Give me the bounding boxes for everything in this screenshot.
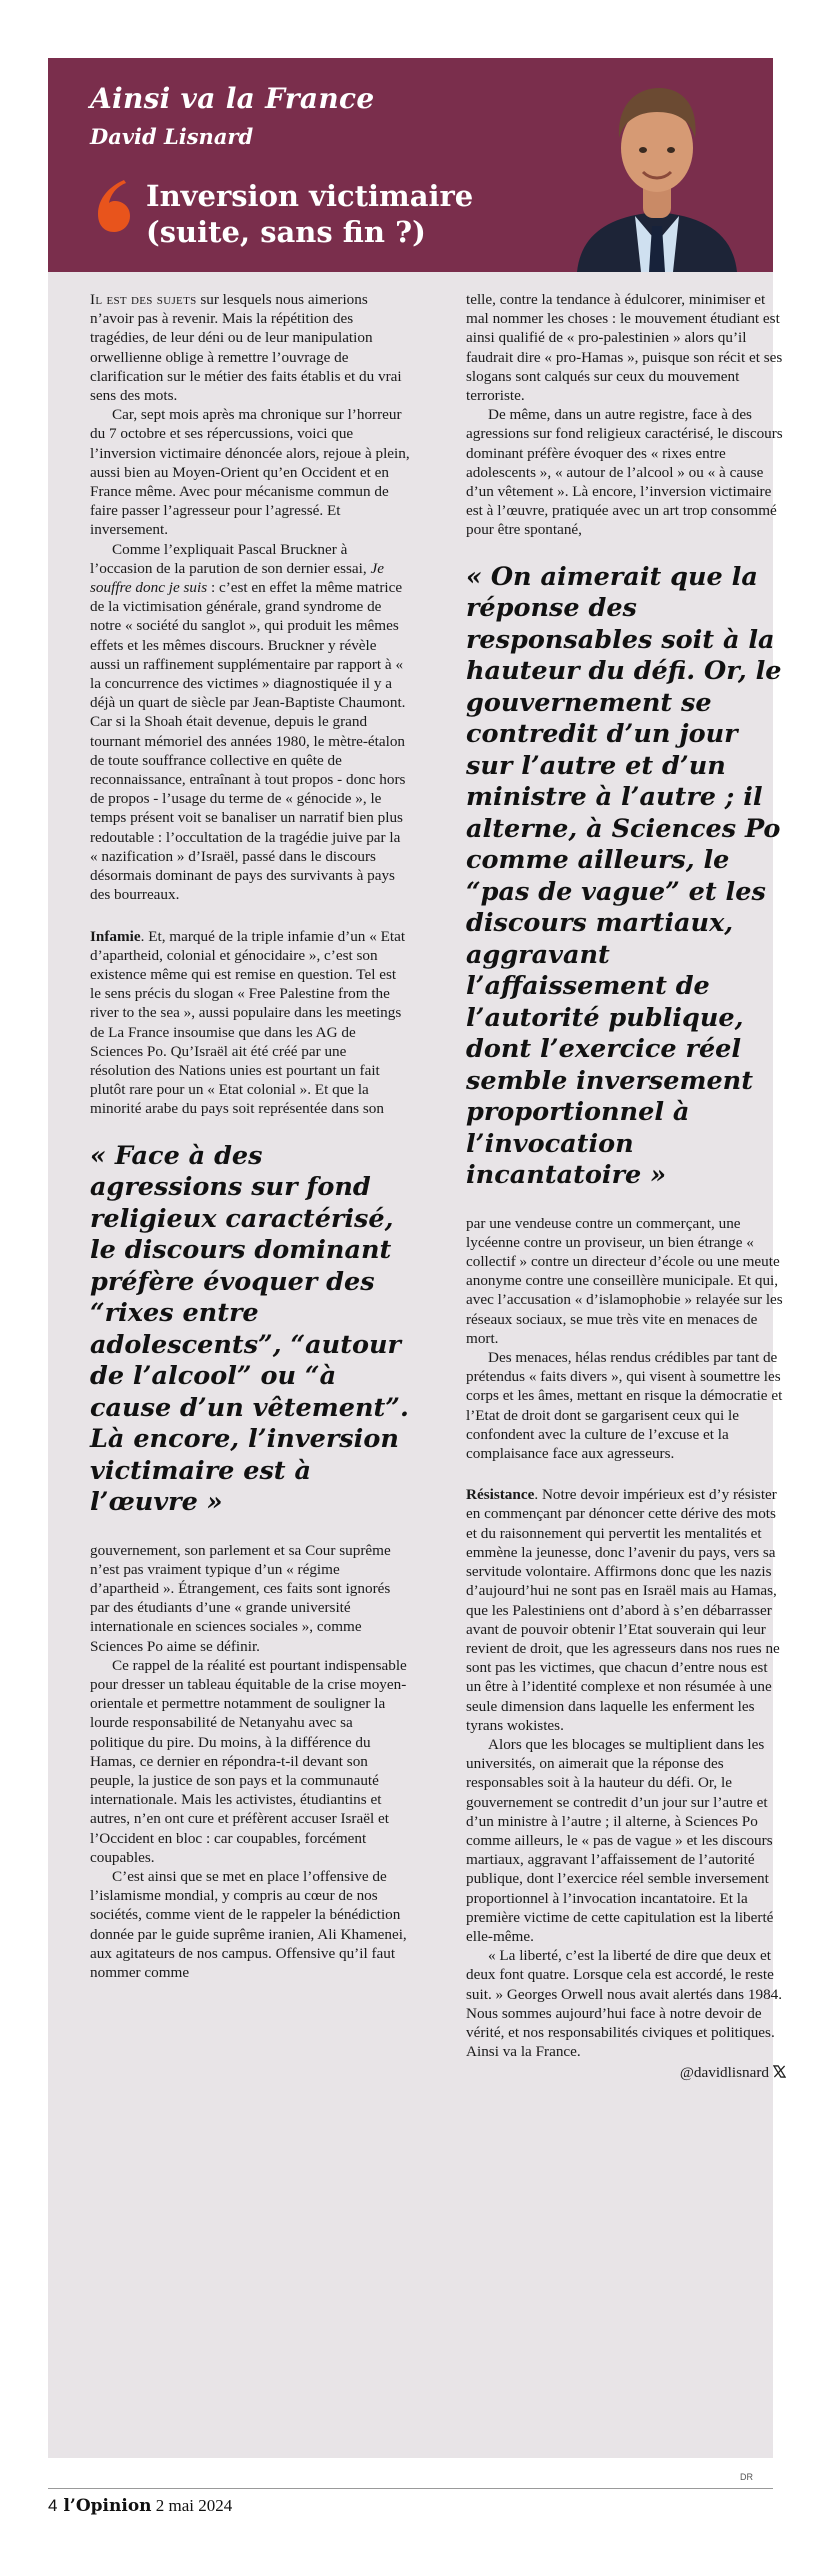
intro-lead-words: Il est des sujets [90, 291, 197, 308]
column-rubric: Ainsi va la France [90, 82, 375, 115]
paragraph: gouvernement, son parlement et sa Cour suprême n’est pas vraiment typique d’un « régime d’apartheid ». Étrangement, ces faits sont ignorés par des étudiants d’une « grande université internationale en sciences sociales », comme Sciences Po aime se définir. [90, 1541, 391, 1655]
pull-quote-left: « Face à des agressions sur fond religieux caractérisé, le discours dominant préfère évoquer des “rixes entre adolescents”, “autour de l’alcool” ou “à cause d’un vêtement”. Là encore, l’inversion victimaire est à l’œuvre » [90, 1140, 409, 1518]
paragraph-intro: Il est des sujets sur lesquels nous aimerions n’avoir pas à revenir. Mais la répétition des tragédies, de leur déni ou de leur manipulation orwellienne oblige à remettre l’ouvrage de clarification sur le métier des faits établis et du vrai sens des mots. [90, 291, 402, 405]
paragraph: Ce rappel de la réalité est pourtant indispensable pour dresser un tableau équitable de la crise moyen-orientale et permettre notamment de souligner la lourde responsabilité de Netanyahu avec sa politique du pire. Du moins, à la différence du Hamas, ce dernier en répondra-t-il devant son peuple, la justice de son pays et la communauté internationale. Mais les activistes, étudiantins et autres, n’en ont cure et préfèrent accuser Israël et l’Occident en bloc : car coupables, forcément coupables. [90, 1656, 407, 1866]
paragraph: par une vendeuse contre un commerçant, une lycéenne contre un proviseur, un bien étrange « collectif » contre un directeur d’école ou une meute anonyme contre une conseillère municipale. Et qui, avec l’accusation « d’islamophobie » relayée sur les réseaux sociaux, se mue très vite en menaces de mort. [466, 1214, 783, 1347]
footer-divider [48, 2488, 773, 2489]
page-number: 4 [48, 2496, 58, 2515]
quote-mark-icon [90, 176, 138, 236]
subhead-resistance: Résistance [466, 1486, 535, 1504]
publication-name: l’Opinion [63, 2496, 152, 2516]
paragraph: Comme l’expliquait Pascal Bruckner à l’occasion de la parution de son dernier essai, Je souffre donc je suis : c’est en effet la même matrice de la victimisation générale, grand syndrome de notre « société du sanglot », qui produit les mêmes effets et les mêmes discours. Bruckner y révèle aussi un raffinement supplémentaire par rapport à « la concurrence des victimes » diagnostiquée il y a déjà un quart de siècle par Jean-Baptiste Chaumont. Car si la Shoah était devenue, depuis le grand tournant mémoriel des années 1980, le mètre-étalon de toute souffrance collective en quête de reconnaissance, entraînant à tout propos - donc hors de propos - l’usage du terme de « génocide », le temps présent voit se banaliser un narratif bien plus redoutable : l’occultation de la tragédie juive par la « nazification » d’Israël, passé dans le discours désormais dominant de pays des survivants à pays des bourreaux. [90, 540, 406, 904]
paragraph: De même, dans un autre registre, face à des agressions sur fond religieux caractérisé, le discours dominant préfère évoquer des « rixes entre adolescents », « autour de l’alcool » ou « à cause d’un vêtement ». Là encore, l’inversion victimaire est à l’œuvre, pratiquée avec un art trop consommé pour être spontané, [466, 406, 783, 539]
author-name: David Lisnard [90, 124, 254, 149]
headline-line-1: Inversion victimaire [146, 179, 474, 213]
paragraph: telle, contre la tendance à édulcorer, minimiser et mal nommer les choses : le mouvement étudiant est ainsi qualifié de « pro-palestinien » alors qu’il faudrait dire « pro-Hamas », puisque son récit et ses slogans sont calqués sur ceux du mouvement terroriste. [466, 291, 783, 405]
twitter-handle-link[interactable]: @davidlisnard [679, 2064, 769, 2082]
left-column [90, 290, 410, 1982]
author-signoff [466, 2063, 786, 2082]
article-headline [146, 178, 473, 250]
book-title: Je souffre donc je suis [90, 559, 384, 597]
page-footer [48, 2496, 232, 2516]
x-logo-icon [773, 2065, 786, 2078]
paragraph: « La liberté, c’est la liberté de dire que deux et deux font quatre. Lorsque cela est accordé, le reste suit. » Georges Orwell nous avait alertés dans 1984. Nous sommes aujourd’hui face à notre devoir de vérité, et nos responsabilités civiques et politiques. Ainsi va la France. [466, 1947, 783, 2061]
issue-date: 2 mai 2024 [155, 2496, 233, 2515]
paragraph: Car, sept mois après ma chronique sur l’horreur du 7 octobre et ses répercussions, voici que l’inversion victimaire dénoncée alors, rejoue à plein, aussi bien au Moyen-Orient qu’en Occident et en France même. Avec pour mécanisme commun de faire passer l’agresseur pour l’agressé. Et inversement. [90, 406, 410, 539]
subhead-infamie: Infamie [90, 927, 141, 945]
headline-line-2: (suite, sans fin ?) [146, 215, 426, 249]
paragraph-section-infamie: Infamie. Et, marqué de la triple infamie d’un « Etat d’apartheid, colonial et génocidaire », c’est son existence même qui est remise en question. Tel est le sens précis du slogan « Free Palestine from the river to the sea », aussi populaire dans les meetings de La France insoumise que dans les AG de Sciences Po. Qu’Israël ait été créé par une résolution des Nations unies est pourtant un fait plutôt rare pour un « Etat colonial ». Et que la minorité arabe du pays soit représentée dans son [90, 927, 406, 1118]
photo-credit: DR [740, 2472, 753, 2482]
paragraph: C’est ainsi que se met en place l’offensive de l’islamisme mondial, y compris au cœur de nos sociétés, comme vient de le rappeler la bénédiction donnée par le guide suprême iranien, Ali Khamenei, aux agitateurs de nos campus. Offensive qu’il faut nommer comme [90, 1867, 407, 1981]
paragraph-section-resistance: Résistance. Notre devoir impérieux est d’y résister en commençant par dénoncer cette dérive des mots et du raisonnement qui pervertit les mentalités et emmène la jeunesse, donc l’avenir du pays, vers sa servitude volontaire. Affirmons donc que les nazis d’aujourd’hui ne sont pas en Israël mais au Hamas, que les Palestiniens ont d’abord à s’en débarrasser avant de pouvoir obtenir l’Etat souverain qui leur revient de droit, que les agresseurs dans nos rues ne sont pas les victimes, que chacun d’entre nous est un être à l’identité complexe et non résumée à une seule dimension dans laquelle les enferment les tyrans wokistes. [466, 1486, 780, 1734]
paragraph: Des menaces, hélas rendus crédibles par tant de prétendus « faits divers », qui visent à soumettre les corps et les âmes, mettant en risque la démocratie et l’Etat de droit dont se gargarisent ceux qui le confondent avec la culture de l’excuse et la complaisance face aux agresseurs. [466, 1349, 783, 1463]
paragraph: Alors que les blocages se multiplient dans les universités, on aimerait que la réponse des responsables soit à la hauteur du défi. Or, le gouvernement se contredit d’un jour sur l’autre et d’un ministre à l’autre ; il alterne, à Sciences Po comme ailleurs, le « pas de vague » et les discours martiaux, aggravant l’affaissement de l’autorité publique, dont l’exercice réel semble inversement proportionnel à l’invocation incantatoire. Et la première victime de cette capitulation est la liberté elle-même. [466, 1735, 774, 1945]
article-page [48, 58, 783, 2458]
right-column [466, 290, 786, 2083]
article-header [48, 58, 773, 272]
author-portrait [557, 66, 757, 272]
pull-quote-right: « On aimerait que la réponse des responsables soit à la hauteur du défi. Or, le gouvernement se contredit d’un jour sur l’autre et d’un ministre à l’autre ; il alterne, à Sciences Po comme ailleurs, le “pas de vague” et les discours martiaux, aggravant l’affaissement de l’autorité publique, dont l’exercice réel semble inversement proportionnel à l’invocation incantatoire » [466, 561, 782, 1191]
